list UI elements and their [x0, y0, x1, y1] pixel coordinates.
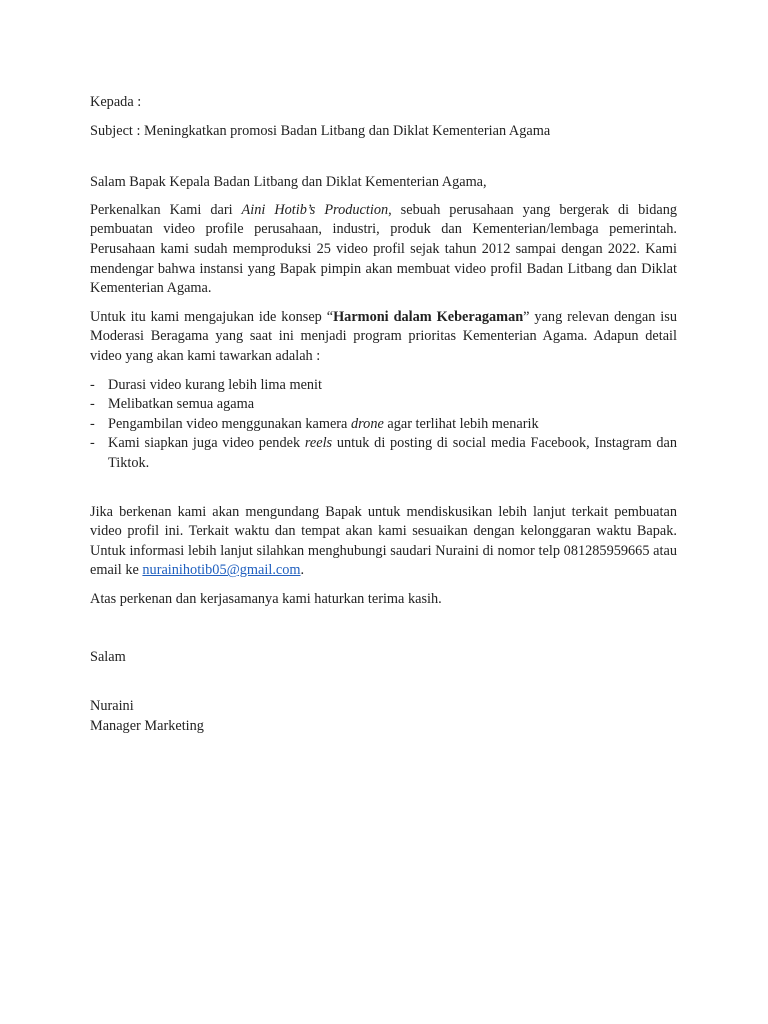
list-item-text: Kami siapkan juga video pendek: [108, 435, 305, 452]
concept-text-start: Untuk itu kami mengajukan ide konsep “: [90, 308, 334, 325]
list-item: [90, 434, 677, 473]
invitation-text: Jika berkenan kami akan mengundang Bapak untuk mendiskusikan lebih lanjut terkait pembuatan video profil ini. Terkait waktu dan tempat akan kami sesuaikan dengan kelonggaran waktu Bapak. Untuk informasi lebih lanjut silahkan menghubungi saudari Nuraini di nomor telp 081285959665 atau email ke: [90, 503, 677, 579]
intro-text-start: Perkenalkan Kami dari: [90, 201, 242, 218]
list-item-text: Melibatkan semua agama: [108, 396, 255, 413]
list-item-text-end: agar terlihat lebih menarik: [383, 415, 539, 432]
list-dash: -: [90, 396, 95, 413]
concept-paragraph: [90, 308, 677, 367]
closing-greeting: Salam: [90, 649, 126, 666]
invitation-period: .: [300, 562, 305, 579]
company-name: Aini Hotib’s Production: [241, 201, 389, 218]
list-dash: -: [90, 435, 95, 452]
intro-paragraph: [90, 201, 677, 299]
feature-list: [90, 376, 677, 474]
subject-line: Subject : Meningkatkan promosi Badan Litbang dan Diklat Kementerian Agama: [90, 122, 551, 139]
list-item: [90, 395, 677, 415]
list-dash: -: [90, 415, 95, 432]
list-item-emphasis: reels: [304, 435, 333, 452]
invitation-paragraph: [90, 503, 677, 581]
email-link[interactable]: nurainihotib05@gmail.com: [142, 562, 301, 579]
list-item: [90, 415, 677, 435]
thanks-paragraph: Atas perkenan dan kerjasamanya kami haturkan terima kasih.: [90, 590, 442, 607]
signature-name: Nuraini: [90, 698, 134, 715]
letter-page: [90, 93, 677, 736]
intro-text-rest: , sebuah perusahaan yang bergerak di bidang pembuatan video profile perusahaan, industri, produk dan Kementerian/lembaga pemerintah. Perusahaan kami sudah memproduksi 25 video profil sejak tahun 2012 sampai dengan 2022. Kami mendengar bahwa instansi yang Bapak pimpin akan membuat video profil Badan Litbang dan Diklat Kementerian Agama.: [90, 201, 678, 297]
salutation: Salam Bapak Kepala Badan Litbang dan Diklat Kementerian Agama,: [90, 174, 487, 191]
list-item: [90, 376, 677, 396]
list-item-text: Durasi video kurang lebih lima menit: [108, 376, 323, 393]
list-item-text-end: untuk di posting di social media Facebook, Instagram dan Tiktok.: [108, 435, 677, 471]
concept-text-rest: ” yang relevan dengan isu Moderasi Beragama yang saat ini menjadi program prioritas Kementerian Agama. Adapun detail video yang akan kami tawarkan adalah :: [90, 308, 677, 364]
list-dash: -: [90, 376, 95, 393]
concept-title: Harmoni dalam Keberagaman: [333, 308, 524, 325]
list-item-emphasis: drone: [350, 415, 384, 432]
recipient-label: Kepada :: [90, 94, 142, 110]
signature-title: Manager Marketing: [90, 717, 204, 734]
list-item-text: Pengambilan video menggunakan kamera: [108, 415, 351, 432]
